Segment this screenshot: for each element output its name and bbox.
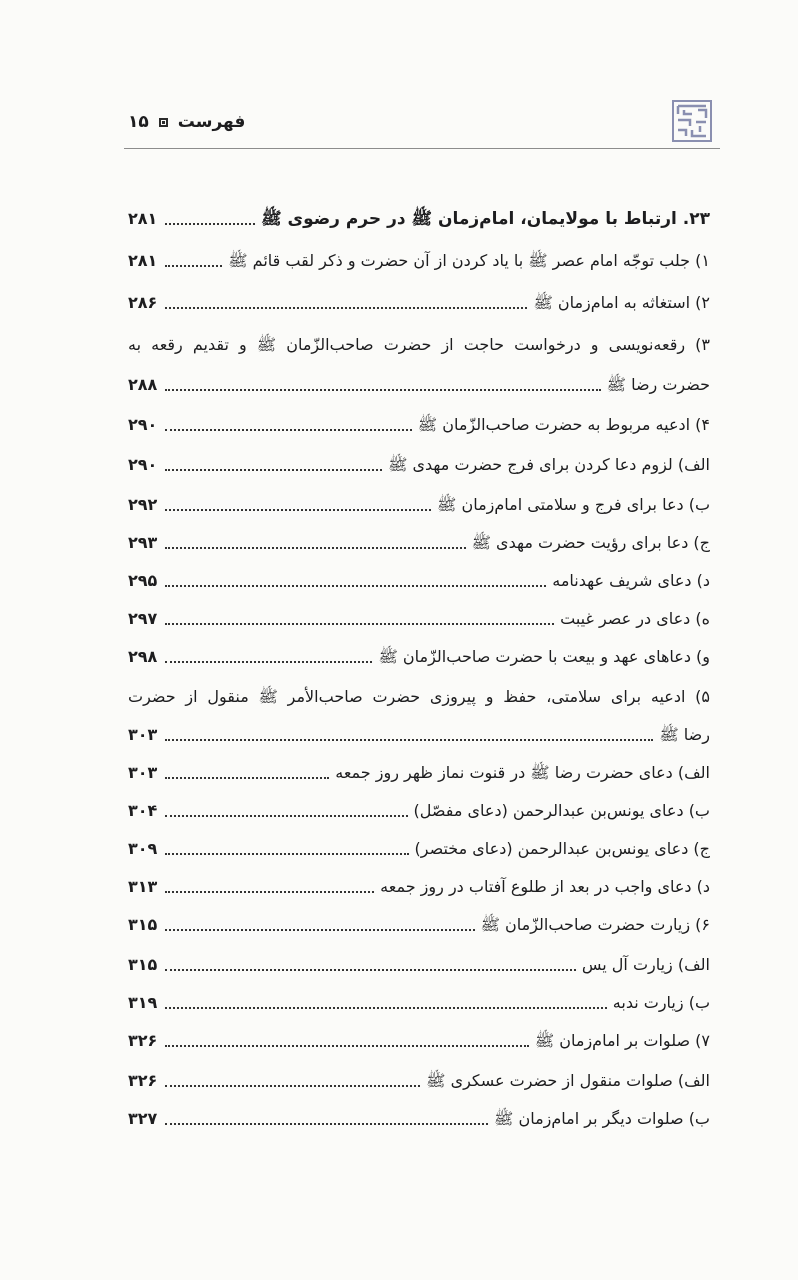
toc-entry: الف) دعای حضرت رضا ﷺ در قنوت نماز ظهر روز جمعه ۳۰۳	[128, 763, 710, 782]
toc-entry: رضا ﷺ ۳۰۳	[128, 725, 710, 744]
toc-entry: ۲) استغاثه به امام‌زمان ﷺ ۲۸۶	[128, 293, 710, 312]
square-bullet-icon	[159, 118, 168, 127]
toc-entry: الف) زیارت آل یس ۳۱۵	[128, 955, 710, 974]
header-rule	[124, 148, 720, 149]
toc-entry: ۴) ادعیه مربوط به حضرت صاحب‌الزّمان ﷺ ۲۹۰	[128, 415, 710, 434]
toc-entry: ج) دعای یونس‌بن عبدالرحمن (دعای مختصر) ۳۰۹	[128, 839, 710, 858]
toc-entry: ب) زیارت ندبه ۳۱۹	[128, 993, 710, 1012]
publisher-logo-icon	[672, 100, 712, 142]
toc-entry: د) دعای واجب در بعد از طلوع آفتاب در روز جمعه ۳۱۳	[128, 877, 710, 896]
toc-entry: ۷) صلوات بر امام‌زمان ﷺ ۳۲۶	[128, 1031, 710, 1050]
toc-entry: الف) لزوم دعا کردن برای فرج حضرت مهدی ﷺ ۲۹۰	[128, 455, 710, 474]
running-head-title: فهرست	[177, 112, 246, 132]
toc-entry: ۳) رقعه‌نویسی و درخواست حاجت از حضرت صاحب‌الزّمان ﷺ و تقدیم رقعه به	[128, 335, 710, 354]
toc-entry: ج) دعا برای رؤیت حضرت مهدی ﷺ ۲۹۳	[128, 533, 710, 552]
toc-entry: ۲۳. ارتباط با مولایمان، امام‌زمان ﷺ در حرم رضوی ﷺ ۲۸۱	[128, 209, 710, 229]
toc-entry: حضرت رضا ﷺ ۲۸۸	[128, 375, 710, 394]
page-number: ۱۵	[128, 112, 149, 132]
toc-entry: ۶) زیارت حضرت صاحب‌الزّمان ﷺ ۳۱۵	[128, 915, 710, 934]
toc-entry: و) دعاهای عهد و بیعت با حضرت صاحب‌الزّمان ﷺ ۲۹۸	[128, 647, 710, 666]
toc-entry: الف) صلوات منقول از حضرت عسکری ﷺ ۳۲۶	[128, 1071, 710, 1090]
toc-entry: ب) دعای یونس‌بن عبدالرحمن (دعای مفصّل) ۳۰۴	[128, 801, 710, 820]
toc-entry: ب) صلوات دیگر بر امام‌زمان ﷺ ۳۲۷	[128, 1109, 710, 1128]
toc-entry: ه) دعای در عصر غیبت ۲۹۷	[128, 609, 710, 628]
toc-entry: ۱) جلب توجّه امام عصر ﷺ با یاد کردن از آن حضرت و ذکر لقب قائم ﷺ ۲۸۱	[128, 251, 710, 270]
toc-entry: ب) دعا برای فرج و سلامتی امام‌زمان ﷺ ۲۹۲	[128, 495, 710, 514]
running-head	[128, 112, 245, 132]
toc-entry: د) دعای شریف عهدنامه ۲۹۵	[128, 571, 710, 590]
toc-entry: ۵) ادعیه برای سلامتی، حفظ و پیروزی حضرت صاحب‌الأمر ﷺ منقول از حضرت	[128, 687, 710, 706]
